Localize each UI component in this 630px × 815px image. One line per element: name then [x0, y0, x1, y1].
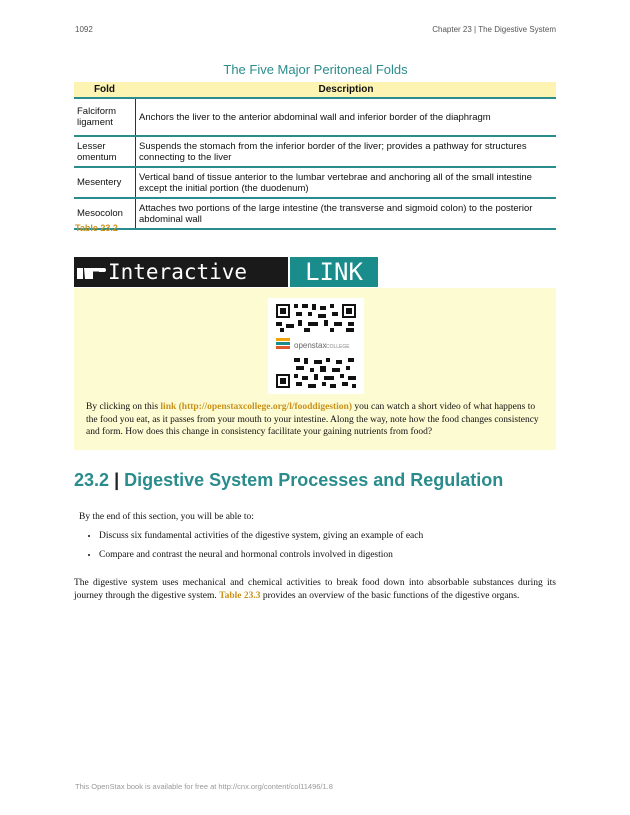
- banner-dark-section: [74, 257, 288, 287]
- page-number: 1092: [75, 25, 93, 34]
- fold-name: Lesser omentum: [74, 136, 136, 167]
- fold-name: Mesentery: [74, 167, 136, 198]
- body-paragraph: [74, 577, 556, 602]
- pointing-hand-icon: [74, 257, 108, 287]
- fold-name: Falciform ligament: [74, 98, 136, 136]
- banner-word-interactive: Interactive: [108, 260, 248, 284]
- link-text-before: By clicking on this: [86, 402, 161, 412]
- food-digestion-link[interactable]: link (http://openstaxcollege.org/l/fooddigestion): [160, 402, 353, 412]
- section-number: 23.2: [74, 470, 110, 490]
- section-heading: [74, 470, 503, 491]
- table-title: The Five Major Peritoneal Folds: [223, 62, 408, 77]
- qr-brand-suffix: COLLEGE: [326, 344, 350, 350]
- table-row: [74, 98, 556, 136]
- fold-name: Mesocolon: [74, 198, 136, 229]
- table-caption: Table 23.2: [75, 223, 118, 233]
- section-separator: |: [114, 470, 120, 490]
- banner-word-link: LINK: [290, 257, 378, 287]
- table-23-3-link[interactable]: Table 23.3: [219, 590, 261, 601]
- table-row: [74, 136, 556, 167]
- learning-objectives: [79, 512, 423, 568]
- table-row: [74, 167, 556, 198]
- objectives-intro: By the end of this section, you will be able to:: [79, 512, 254, 522]
- interactive-link-banner: [74, 257, 378, 287]
- para-text-before: The digestive system uses mechanical and chemical activities to break food down into absorbable substances during its journey through the digestive system.: [74, 578, 556, 601]
- column-header-description: Description: [136, 82, 557, 98]
- table-header-row: [74, 82, 556, 98]
- peritoneal-folds-table: [74, 82, 556, 230]
- para-text-after: provides an overview of the basic functions of the digestive organs.: [260, 590, 520, 601]
- table-row: [74, 198, 556, 229]
- fold-description: Suspends the stomach from the inferior border of the liver; provides a pathway for structures connecting to the liver: [136, 136, 557, 167]
- chapter-header: Chapter 23 | The Digestive System: [432, 25, 556, 34]
- link-text-after: you can watch a short video of what happens to the food you eat, as it passes from your mouth to your intestine. Along the way, note how the food changes consistency and form. How does this change in consistency facilitate your gaining nutrients from food?: [86, 402, 539, 437]
- section-title: Digestive System Processes and Regulation: [124, 470, 504, 490]
- qr-code-icon: [268, 298, 364, 394]
- qr-code[interactable]: [268, 298, 364, 394]
- column-header-fold: Fold: [74, 82, 136, 98]
- objectives-list: [79, 530, 423, 561]
- interactive-link-description: [86, 401, 548, 439]
- fold-description: Attaches two portions of the large intestine (the transverse and sigmoid colon) to the posterior abdominal wall: [136, 198, 557, 229]
- list-item: • Compare and contrast the neural and hormonal controls involved in digestion: [99, 549, 423, 561]
- list-item: • Discuss six fundamental activities of the digestive system, giving an example of each: [99, 530, 423, 542]
- fold-description: Vertical band of tissue anterior to the lumbar vertebrae and anchoring all of the small intestine except the initial portion (the duodenum): [136, 167, 557, 198]
- qr-brand-text: openstax: [294, 341, 327, 350]
- interactive-link-box: [74, 288, 556, 450]
- fold-description: Anchors the liver to the anterior abdominal wall and inferior border of the diaphragm: [136, 98, 557, 136]
- page-footer: This OpenStax book is available for free at http://cnx.org/content/col11496/1.8: [75, 782, 333, 791]
